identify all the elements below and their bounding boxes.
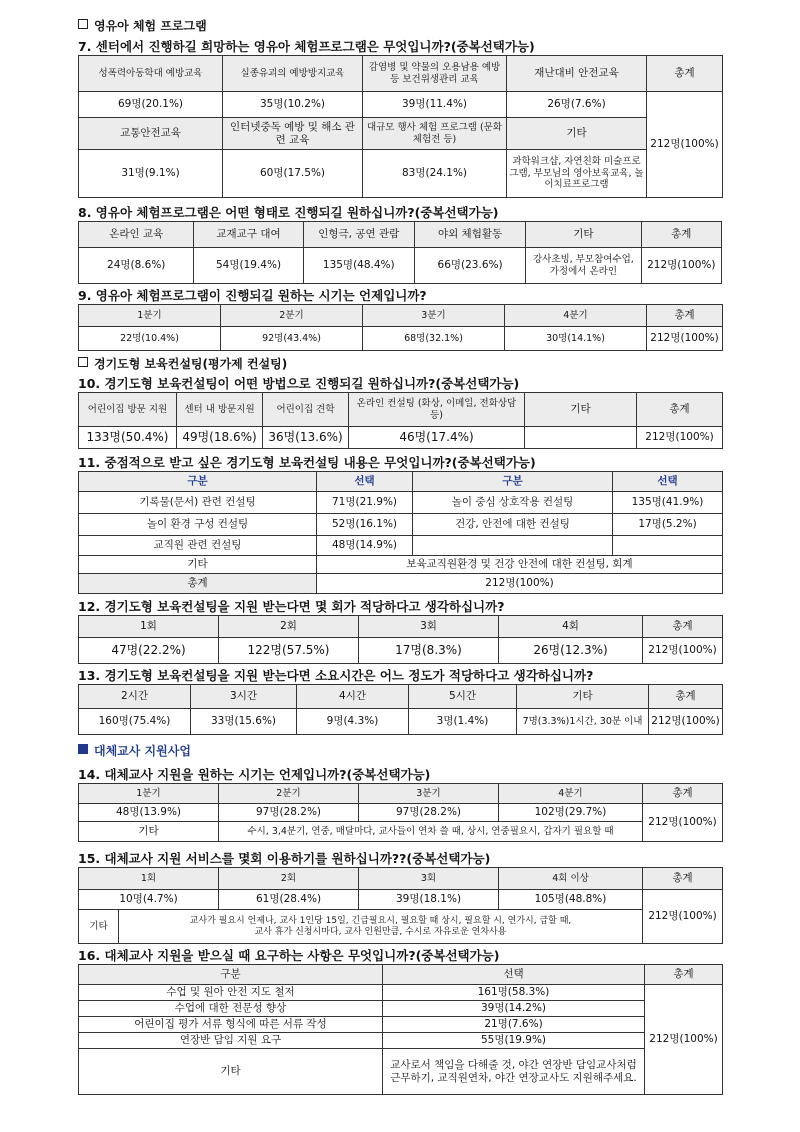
table-header-cell: 3분기	[363, 305, 505, 327]
table-row	[79, 574, 723, 594]
table-total-cell: 212명(100%)	[643, 804, 723, 842]
table-cell: 21명(7.6%)	[383, 1017, 645, 1033]
table-header-cell: 교재교구 대여	[194, 222, 303, 248]
table-cell: 24명(8.6%)	[79, 248, 194, 284]
question-12-table	[78, 615, 723, 664]
table-cell: 기타	[79, 556, 317, 574]
table-row	[79, 248, 722, 284]
table-cell: 강사초빙, 부모참여수업, 가정에서 온라인	[526, 248, 641, 284]
table-cell: 69명(20.1%)	[79, 92, 223, 118]
table-cell: 97명(28.2%)	[219, 804, 359, 822]
table-cell: 55명(19.9%)	[383, 1033, 645, 1049]
table-cell: 수업에 대한 전문성 향상	[79, 1001, 383, 1017]
table-header-cell: 총계	[647, 305, 723, 327]
question-12-title: 12. 경기도형 보육컨설팅을 지원 받는다면 몇 회가 적당하다고 생각하십니까?	[78, 599, 505, 614]
table-header-cell: 구분	[413, 472, 613, 492]
table-cell: 26명(7.6%)	[507, 92, 647, 118]
table-header-cell: 센터 내 방문지원	[177, 393, 263, 427]
section-heading-consulting: 경기도형 보육컨설팅(평가제 컨설팅)	[78, 355, 287, 372]
question-10-table	[78, 392, 723, 449]
table-row	[79, 56, 723, 92]
table-header-cell: 1회	[79, 868, 219, 890]
table-row	[79, 536, 723, 556]
table-row	[79, 427, 723, 449]
etc-line: 교사가 필요시 언제나, 교사 1인당 15일, 긴급필요시, 필요할 때 상시, 필요할 시, 연가시, 급할 때,	[189, 915, 572, 926]
table-cell: 보육교직원환경 및 건강 안전에 대한 컨설팅, 회계	[317, 556, 723, 574]
table-cell: 161명(58.3%)	[383, 985, 645, 1001]
etc-line: 교사 휴가 신청시마다, 교사 인원만큼, 수시로 자유로운 연차사용	[254, 926, 507, 937]
table-row	[79, 150, 723, 198]
table-cell: 160명(75.4%)	[79, 709, 191, 735]
table-header-cell: 2분기	[221, 305, 363, 327]
table-header-cell: 구분	[79, 472, 317, 492]
table-header-cell: 선택	[317, 472, 413, 492]
question-7-title: 7. 센터에서 진행하길 희망하는 영유아 체험프로그램은 무엇입니까?(중복선택가능)	[78, 39, 535, 54]
table-header-cell: 2분기	[219, 784, 359, 804]
table-cell: 35명(10.2%)	[223, 92, 363, 118]
table-row	[79, 393, 723, 427]
table-row	[79, 1049, 723, 1095]
table-cell: 212명(100%)	[649, 709, 723, 735]
table-row	[79, 514, 723, 536]
table-cell: 교사로서 책임을 다해줄 것, 야간 연장반 담임교사처럼 근무하기, 교직원연차, 야간 연장교사도 지원해주세요.	[383, 1049, 645, 1095]
table-row	[79, 472, 723, 492]
question-15-table	[78, 867, 723, 944]
question-7-table	[78, 55, 723, 198]
table-header-cell: 총계	[645, 965, 723, 985]
table-cell	[613, 536, 723, 556]
table-cell: 52명(16.1%)	[317, 514, 413, 536]
table-row	[79, 305, 723, 327]
table-total-cell: 212명(100%)	[643, 890, 723, 944]
table-cell: 122명(57.5%)	[219, 638, 359, 664]
table-header-cell: 선택	[383, 965, 645, 985]
table-header-cell: 4회 이상	[499, 868, 643, 890]
table-cell: 30명(14.1%)	[505, 327, 647, 351]
table-header-cell: 교통안전교육	[79, 118, 223, 150]
table-row	[79, 804, 723, 822]
table-cell: 212명(100%)	[641, 248, 721, 284]
table-header-cell: 4분기	[505, 305, 647, 327]
table-header-cell: 2회	[219, 616, 359, 638]
table-header-cell: 총계	[649, 685, 723, 709]
table-header-cell: 대규모 행사 체험 프로그램 (문화체험전 등)	[363, 118, 507, 150]
table-row	[79, 709, 723, 735]
table-cell: 39명(11.4%)	[363, 92, 507, 118]
table-cell: 47명(22.2%)	[79, 638, 219, 664]
table-cell: 135명(41.9%)	[613, 492, 723, 514]
section-heading-experience: 영유아 체험 프로그램	[78, 17, 207, 34]
table-header-cell: 1분기	[79, 305, 221, 327]
table-header-cell: 2시간	[79, 685, 191, 709]
table-cell: 66명(23.6%)	[414, 248, 525, 284]
table-header-cell: 3분기	[359, 784, 499, 804]
table-header-cell: 총계	[643, 616, 723, 638]
table-header-cell: 총계	[643, 868, 723, 890]
table-header-cell: 총계	[643, 784, 723, 804]
table-header-cell: 성폭력아동학대 예방교육	[79, 56, 223, 92]
table-header-cell: 2회	[219, 868, 359, 890]
question-14-title: 14. 대체교사 지원을 원하는 시기는 언제입니까?(중복선택가능)	[78, 767, 431, 782]
table-row	[79, 685, 723, 709]
table-row	[79, 890, 723, 910]
table-header-cell: 재난대비 안전교육	[507, 56, 647, 92]
table-header-cell: 1분기	[79, 784, 219, 804]
table-header-cell: 4회	[499, 616, 643, 638]
table-row	[79, 1001, 723, 1017]
table-total-cell: 212명(100%)	[647, 92, 723, 198]
table-header-cell: 실종유괴의 예방방지교육	[223, 56, 363, 92]
table-total-cell: 212명(100%)	[645, 985, 723, 1095]
question-13-title: 13. 경기도형 보육컨설팅을 지원 받는다면 소요시간은 어느 정도가 적당하다고 생각하십니까?	[78, 668, 594, 683]
table-cell: 39명(14.2%)	[383, 1001, 645, 1017]
square-bullet-icon	[78, 19, 88, 29]
table-cell: 48명(14.9%)	[317, 536, 413, 556]
table-header-cell: 인터넷중독 예방 및 해소 관련 교육	[223, 118, 363, 150]
table-cell: 10명(4.7%)	[79, 890, 219, 910]
question-14-table	[78, 783, 723, 842]
table-cell: 54명(19.4%)	[194, 248, 303, 284]
table-cell: 31명(9.1%)	[79, 150, 223, 198]
square-bullet-icon	[78, 357, 88, 367]
question-15-title: 15. 대체교사 지원 서비스를 몇회 이용하기를 원하십니까??(중복선택가능)	[78, 851, 491, 866]
table-cell: 과학워크샵, 자연친화 미술프로그램, 부모님의 영아보육교육, 놀이치료프로그램	[507, 150, 647, 198]
table-cell: 건강, 안전에 대한 컨설팅	[413, 514, 613, 536]
table-cell: 수시, 3,4분기, 연중, 매달마다, 교사들이 연차 쓸 때, 상시, 연중필요시, 갑자기 필요할 때	[219, 822, 643, 842]
table-cell: 33명(15.6%)	[191, 709, 297, 735]
table-cell: 48명(13.9%)	[79, 804, 219, 822]
table-header-cell: 총계	[647, 56, 723, 92]
table-header-cell: 총계	[79, 574, 317, 594]
table-row	[79, 784, 723, 804]
table-header-cell: 총계	[637, 393, 723, 427]
table-cell: 놀이 중심 상호작용 컨설팅	[413, 492, 613, 514]
table-cell: 기타	[79, 1049, 383, 1095]
table-cell: 연장반 담임 지원 요구	[79, 1033, 383, 1049]
table-header-cell: 3시간	[191, 685, 297, 709]
table-row	[79, 822, 723, 842]
table-header-cell: 5시간	[409, 685, 517, 709]
table-header-cell: 기타	[507, 118, 647, 150]
table-row	[79, 616, 723, 638]
question-11-title: 11. 중점적으로 받고 싶은 경기도형 보육컨설팅 내용은 무엇입니까?(중복선택가능)	[78, 455, 536, 470]
table-cell: 61명(28.4%)	[219, 890, 359, 910]
table-cell	[413, 536, 613, 556]
table-row	[79, 868, 723, 890]
table-header-cell: 총계	[641, 222, 721, 248]
table-cell: 어린이집 평가 서류 형식에 따른 서류 작성	[79, 1017, 383, 1033]
table-header-cell: 온라인 컨설팅 (화상, 이메일, 전화상담 등)	[349, 393, 525, 427]
question-16-title: 16. 대체교사 지원을 받으실 때 요구하는 사항은 무엇입니까?(중복선택가능)	[78, 948, 500, 963]
table-header-cell: 선택	[613, 472, 723, 492]
table-row	[79, 92, 723, 118]
table-header-cell: 인형극, 공연 관람	[303, 222, 414, 248]
table-cell: 212명(100%)	[637, 427, 723, 449]
section-heading-substitute-teacher: 대체교사 지원사업	[78, 742, 191, 759]
table-cell: 놀이 환경 구성 컨설팅	[79, 514, 317, 536]
table-header-cell: 야외 체험활동	[414, 222, 525, 248]
table-cell: 3명(1.4%)	[409, 709, 517, 735]
table-cell: 46명(17.4%)	[349, 427, 525, 449]
table-row	[79, 492, 723, 514]
question-9-title: 9. 영유아 체험프로그램이 진행되길 원하는 시기는 언제입니까?	[78, 288, 427, 303]
table-header-cell: 4분기	[499, 784, 643, 804]
table-cell: 105명(48.8%)	[499, 890, 643, 910]
table-cell	[119, 910, 643, 944]
table-cell: 97명(28.2%)	[359, 804, 499, 822]
question-13-table	[78, 684, 723, 735]
table-cell: 212명(100%)	[643, 638, 723, 664]
table-cell: 71명(21.9%)	[317, 492, 413, 514]
table-header-cell: 1회	[79, 616, 219, 638]
table-cell: 102명(29.7%)	[499, 804, 643, 822]
table-header-cell: 기타	[525, 393, 637, 427]
table-cell: 36명(13.6%)	[263, 427, 349, 449]
table-cell: 92명(43.4%)	[221, 327, 363, 351]
table-cell: 60명(17.5%)	[223, 150, 363, 198]
table-header-cell: 감염병 및 약물의 오용남용 예방 등 보건위생관리 교육	[363, 56, 507, 92]
table-cell: 26명(12.3%)	[499, 638, 643, 664]
table-cell: 49명(18.6%)	[177, 427, 263, 449]
square-bullet-icon	[78, 744, 88, 754]
table-row	[79, 327, 723, 351]
table-header-cell: 4시간	[297, 685, 409, 709]
table-cell: 수업 및 원아 안전 지도 철저	[79, 985, 383, 1001]
table-header-cell: 3회	[359, 868, 499, 890]
table-header-cell: 3회	[359, 616, 499, 638]
table-row	[79, 910, 723, 944]
table-cell: 133명(50.4%)	[79, 427, 177, 449]
question-11-table	[78, 471, 723, 594]
table-cell	[525, 427, 637, 449]
table-row	[79, 118, 723, 150]
table-row	[79, 1033, 723, 1049]
table-cell: 기타	[79, 910, 119, 944]
question-10-title: 10. 경기도형 보육컨설팅이 어떤 방법으로 진행되길 원하십니까?(중복선택가능)	[78, 376, 520, 391]
table-row	[79, 222, 722, 248]
table-row	[79, 1017, 723, 1033]
table-header-cell: 어린이집 견학	[263, 393, 349, 427]
question-8-title: 8. 영유아 체험프로그램은 어떤 형태로 진행되길 원하십니까?(중복선택가능)	[78, 205, 499, 220]
table-row	[79, 556, 723, 574]
table-cell: 39명(18.1%)	[359, 890, 499, 910]
table-cell: 기타	[79, 822, 219, 842]
table-row	[79, 985, 723, 1001]
table-cell: 68명(32.1%)	[363, 327, 505, 351]
table-cell: 135명(48.4%)	[303, 248, 414, 284]
question-8-table	[78, 221, 722, 284]
table-header-cell: 구분	[79, 965, 383, 985]
table-total-cell: 212명(100%)	[317, 574, 723, 594]
table-cell: 17명(5.2%)	[613, 514, 723, 536]
table-cell: 83명(24.1%)	[363, 150, 507, 198]
question-9-table	[78, 304, 723, 351]
table-cell: 212명(100%)	[647, 327, 723, 351]
table-header-cell: 어린이집 방문 지원	[79, 393, 177, 427]
table-header-cell: 온라인 교육	[79, 222, 194, 248]
table-cell: 교직원 관련 컨설팅	[79, 536, 317, 556]
table-cell: 17명(8.3%)	[359, 638, 499, 664]
table-cell: 9명(4.3%)	[297, 709, 409, 735]
table-cell: 22명(10.4%)	[79, 327, 221, 351]
table-cell: 기록물(문서) 관련 컨설팅	[79, 492, 317, 514]
question-16-table	[78, 964, 723, 1095]
table-header-cell: 기타	[517, 685, 649, 709]
table-row	[79, 965, 723, 985]
table-row	[79, 638, 723, 664]
table-cell: 7명(3.3%)1시간, 30분 이내	[517, 709, 649, 735]
table-header-cell: 기타	[526, 222, 641, 248]
